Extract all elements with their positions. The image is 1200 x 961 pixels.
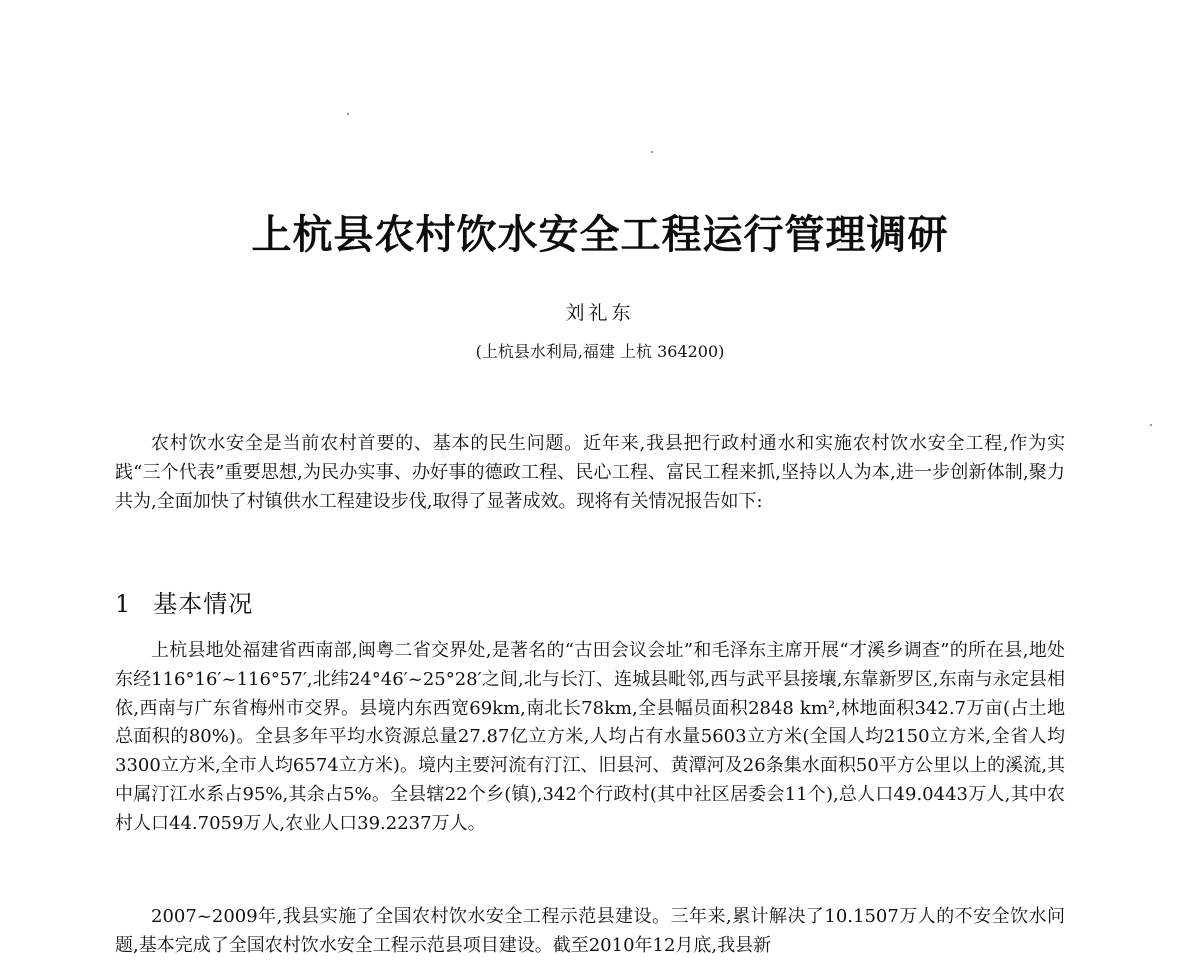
body-paragraph-2: 2007~2009年,我县实施了全国农村饮水安全工程示范县建设。三年来,累计解决了10.1507万人的不安全饮水问题,基本完成了全国农村饮水安全工程示范县项目建设。截至2010年12月底,我县新 <box>115 906 1065 956</box>
body-paragraph-1: 上杭县地处福建省西南部,闽粤二省交界处,是著名的“古田会议会址”和毛泽东主席开展“才溪乡调查”的所在县,地处东经116°16′~116°57′,北纬24°46′~25°28′之间,北与长汀、连城县毗邻,西与武平县接壤,东靠新罗区,东南与永定县相依,西南与广东省梅州市交界。县境内东西宽69km,南北长78km,全县幅员面积2848 km²,林地面积342.7万亩(占土地总面积的80%)。全县多年平均水资源总量27.87亿立方米,人均占有水量5603立方米(全国人均2150立方米,全省人均3300立方米,全市人均6574立方米)。境内主要河流有汀江、旧县河、黄潭河及26条集水面积50平方公里以上的溪流,其中属汀江水系占95%,其余占5%。全县辖22个乡(镇),342个行政村(其中社区居委会11个),总人口49.0443万人,其中农村人口44.7059万人,农业人口39.2237万人。 <box>115 640 1065 834</box>
author-name: 刘礼东 <box>565 302 635 324</box>
article-title: 上杭县农村饮水安全工程运行管理调研 <box>251 212 949 258</box>
author-affiliation: (上杭县水利局,福建 上杭 364200) <box>475 342 725 361</box>
scan-speck <box>347 113 349 115</box>
section-title: 基本情况 <box>153 590 254 618</box>
section-heading <box>115 584 253 619</box>
intro-paragraph: 农村饮水安全是当前农村首要的、基本的民生问题。近年来,我县把行政村通水和实施农村饮水安全工程,作为实践“三个代表”重要思想,为民办实事、办好事的德政工程、民心工程、富民工程来抓,坚持以人为本,进一步创新体制,聚力共为,全面加快了村镇供水工程建设步伐,取得了显著成效。现将有关情况报告如下: <box>115 433 1065 512</box>
scan-speck <box>651 151 653 153</box>
section-number: 1 <box>115 590 132 618</box>
body-paragraph-block <box>115 637 1065 839</box>
intro-paragraph-block <box>115 430 1065 516</box>
scan-speck <box>1150 424 1152 426</box>
